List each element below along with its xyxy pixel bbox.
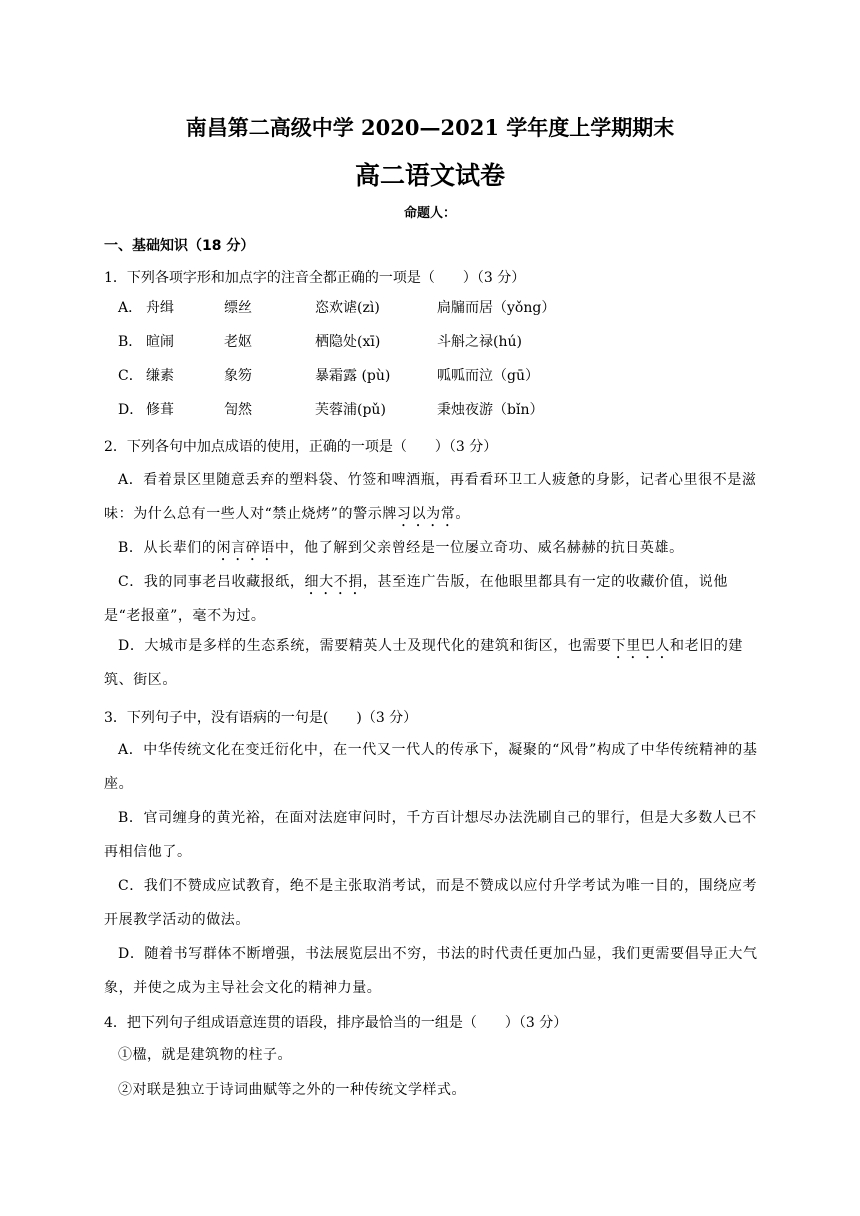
option-letter: C． [118,368,143,384]
question-1-stem: 1．下列各项字形和加点字的注音全都正确的一项是（ ）（3 分） [104,270,526,286]
option-cell: 修葺 [146,402,174,418]
option-cell: 老妪 [224,334,252,350]
marked-idiom: 细大不捐 [304,574,363,590]
option-cell: 缣素 [146,368,174,384]
question-3-option-d: D．随着书写群体不断增强，书法展览层出不穷，书法的时代责任更加凸显，我们更需要倡导正大气象，并使之成为主导社会文化的精神力量。 [104,946,758,996]
option-cell: 舟缉 [146,300,174,316]
option-cell: 扃牖而居（yǒng） [437,300,556,316]
question-4-stem: 4．把下列句子组成语意连贯的语段，排序最恰当的一组是（ ）（3 分） [104,1015,568,1031]
question-3-option-b: B．官司缠身的黄光裕，在面对法庭审问时，千方百计想尽办法洗刷自己的罪行，但是大多数人已不再相信他了。 [104,810,757,860]
marked-idiom: 习以为常 [396,506,456,522]
question-4-sentence-1: ①楹，就是建筑物的柱子。 [118,1047,292,1063]
question-3-option-a: A．中华传统文化在变迁衍化中，在一代又一代人的传承下，凝聚的“风骨”构成了中华传统精神的基座。 [104,742,758,792]
option-cell: 斗斛之禄(hú) [437,334,522,350]
option-cell: 栖隐处(xī) [315,334,381,350]
question-2-stem: 2．下列各句中加点成语的使用，正确的一项是（ ）（3 分） [104,439,498,455]
author-label: 命题人： [403,206,456,221]
option-cell: 象笏 [224,368,252,384]
option-cell: 暴霜露 (pù) [315,368,391,384]
option-cell: 訇然 [224,402,252,418]
option-cell: 缥丝 [224,300,252,316]
question-2-option-d: D．大城市是多样的生态系统，需要精英人士及现代化的建筑和街区，也需要下里巴人和老旧的建筑、街区。 [104,638,744,688]
exam-subtitle: 高二语文试卷 [354,161,505,190]
question-2-option-c: C．我的同事老吕收藏报纸，细大不捐，甚至连广告版，在他眼里都具有一定的收藏价值，说他是“老报童”，毫不为过。 [104,574,728,624]
question-3-option-c: C．我们不赞成应试教育，绝不是主张取消考试，而是不赞成以应付升学考试为唯一目的，围绕应考开展教学活动的做法。 [104,878,758,928]
question-2-option-a: A．看着景区里随意丢弃的塑料袋、竹签和啤酒瓶，再看看环卫工人疲惫的身影，记者心里很不是滋味：为什么总有一些人对“禁止烧烤”的警示牌习以为常。 [104,472,757,522]
section-heading: 一、基础知识（18 分） [104,238,255,254]
option-cell: 暄闹 [146,334,174,350]
option-cell: 芙蓉浦(pǔ) [315,402,386,418]
question-3-stem: 3．下列句子中，没有语病的一句是( )（3 分） [104,710,418,726]
question-2-option-b: B．从长辈们的闲言碎语中，他了解到父亲曾经是一位屡立奇功、威名赫赫的抗日英雄。 [118,540,684,556]
option-cell: 呱呱而泣（gū） [437,368,539,384]
marked-idiom: 闲言碎语 [216,540,275,556]
exam-title: 南昌第二高级中学 2020—2021 学年度上学期期末 [185,115,675,140]
option-letter: D． [118,402,144,418]
question-4-sentence-2: ②对联是独立于诗词曲赋等之外的一种传统文学样式。 [118,1082,466,1098]
marked-idiom: 下里巴人 [611,638,671,654]
option-letter: A． [118,300,143,316]
option-cell: 秉烛夜游（bǐn） [437,402,544,418]
option-cell: 恣欢谑(zì) [315,300,380,316]
option-letter: B． [118,334,143,350]
